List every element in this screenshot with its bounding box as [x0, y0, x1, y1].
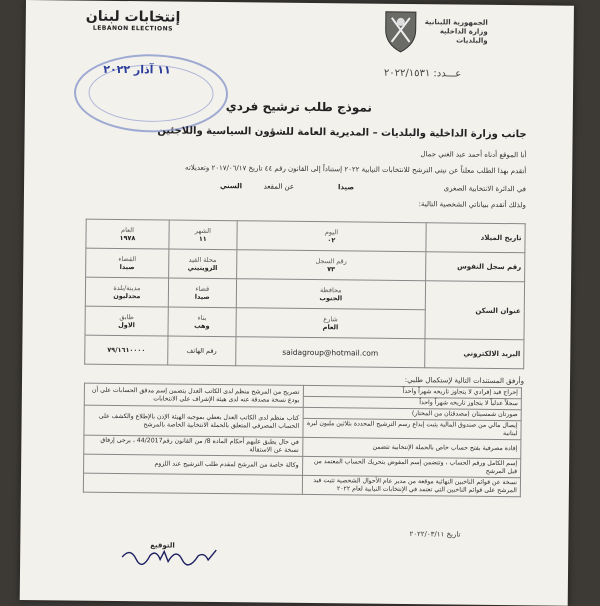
cell-label: قضاء: [195, 284, 210, 293]
addressee: جانب وزارة الداخلية والبلديات – المديرية العامة للشؤون السياسية واللاجئين: [157, 125, 527, 141]
email-value: saidagroup@hotmail.com: [235, 337, 425, 368]
street-cell: [236, 308, 426, 339]
ministry-line: وزارة الداخلية: [439, 27, 488, 36]
attachment-item: سجلاً عدلياً لا يتجاوز تاريخه شهراً واحداً: [303, 396, 522, 409]
attachment-item: إفادة مصرفية بفتح حساب خاص بالحملة الإنتخابية تتضمن: [302, 437, 521, 458]
cell-label: العام: [121, 226, 135, 235]
table-row: [85, 335, 524, 369]
district-label: في الدائرة الانتخابية الصغرى: [443, 184, 527, 194]
attachment-item: صورتان شمسيتان (مصدقتان من المختار): [303, 407, 522, 420]
floor-cell: [85, 306, 168, 336]
signature-label: التوقيع: [150, 541, 175, 550]
ministry-line: الجمهورية اللبنانية: [424, 18, 488, 27]
handwritten-signature: [120, 543, 220, 566]
cell-label: مدينة/بلدة: [113, 283, 141, 293]
ministry-line: والبلديات: [456, 36, 488, 45]
cell-label: شارع: [323, 315, 338, 324]
email-label: البريد الالكتروني: [425, 339, 524, 369]
cell-label: محلة القيد: [188, 255, 217, 265]
cell-label: القضاء: [118, 254, 137, 264]
registry-place-cell: [168, 249, 236, 279]
attachment-item: [83, 473, 302, 494]
cell-value: مجدليون: [113, 291, 141, 301]
birth-day-cell: [237, 221, 427, 252]
elections-logo-en: LEBANON ELECTIONS: [92, 24, 174, 33]
mohafaza-cell: [236, 279, 426, 310]
personal-info-table: [84, 219, 526, 370]
attachment-item: إسم الكامل ورقم الحساب ، وتتضمن إسم المفوض بتحريك الحساب المعتمد من قبل المرشح: [302, 456, 521, 477]
cell-value: ٧٣: [327, 265, 336, 274]
registry-number-cell: [236, 250, 426, 281]
cell-value: ١٩٧٨: [119, 233, 136, 243]
cell-value: الجنوب: [319, 294, 343, 303]
address-label: عنوان السكن: [425, 281, 525, 340]
building-cell: [168, 307, 236, 337]
phone-value: ٧٩/١٦١٠٠٠٠: [85, 335, 168, 365]
cell-value: الاول: [118, 320, 135, 330]
attachment-item: وكالة خاصة من المرشح لمقدم طلب الترشيح عند اللزوم: [84, 454, 303, 475]
cell-value: صيدا: [119, 262, 135, 272]
form-page: [20, 0, 574, 606]
city-cell: [85, 277, 168, 307]
reference-number: [384, 68, 461, 80]
district-value: صيدا: [337, 183, 355, 192]
declaration-line: أتقدم بهذا الطلب معلناً عن نيتي الترشح للانتخابات النيابية ٢٠٢٢ إستناداً إلى القانون رقم ٤٤ تاريخ ٢٠١٧/٠٦/١٧ وتعديلاته: [185, 163, 527, 176]
date-line: [409, 530, 460, 539]
seat-value: السني: [219, 182, 243, 191]
cell-label: طابق: [119, 312, 134, 322]
cell-label: رقم السجل: [315, 257, 347, 266]
stamp-date: ١١ آذار ٢٠٢٢: [103, 62, 171, 77]
ministry-emblem-icon: [377, 8, 423, 54]
reference-label: عـــدد:: [433, 68, 462, 80]
attachments-table: [83, 383, 522, 498]
cell-label: الشهر: [194, 226, 212, 235]
elections-logo-ar: إنتخابات لبنان: [85, 8, 181, 26]
cell-label: محافظة: [320, 286, 342, 295]
attachments-intro: وأرفق المستندات التالية لإستكمال طلبي:: [404, 375, 525, 386]
registry-qada-cell: [86, 248, 169, 278]
cell-value: وهب: [194, 321, 210, 330]
form-title: نموذج طلب ترشيح فردي: [225, 99, 373, 115]
date-label: تاريخ: [446, 530, 461, 539]
birth-month-cell: [169, 220, 237, 250]
date-value: ٢٠٢٢/٠٣/١١: [409, 530, 445, 539]
phone-label: رقم الهاتف: [168, 336, 236, 366]
cell-label: بناء: [197, 313, 207, 322]
attachment-item: إخراج قيد إفرادي لا يتجاوز تاريخه شهراً واحداً: [303, 385, 522, 398]
applicant-line: أنا الموقع أدناه أحمد عبد الغني جمال: [420, 150, 527, 160]
qada-cell: [168, 278, 236, 308]
attachment-item: إيصال مالي من صندوق المالية يثبت إيداع رسم الترشيح المحددة بثلاثين مليون ليرة لبنانية: [302, 418, 521, 439]
attachment-item: في حال يطبق عليهم أحكام المادة 8/ من القانون رقم44/2017 ، يرجى إرفاق نسخة عن الاستقالة: [84, 435, 303, 456]
seat-label: عن المقعد: [263, 182, 295, 191]
birth-date-label: تاريخ الميلاد: [426, 223, 525, 253]
cell-label: اليوم: [324, 228, 339, 237]
table-row: [86, 248, 525, 282]
elections-logo: [86, 9, 181, 33]
personal-data-intro: ولذلك أتقدم ببياناتي الشخصية التالية:: [418, 200, 526, 210]
attachment-item: تصريح من المرشح منظم لدى الكاتب العدل يتضمن إسم مدقق الحسابات على أن يودع نسخة مصدقة عنه لدى هيئة الإشراف على الانتخابات: [84, 383, 303, 407]
cell-value: ٠٢: [327, 236, 336, 245]
table-row: [85, 277, 524, 311]
table-row: [86, 219, 525, 253]
attachment-item: كتاب منظم لدى الكاتب العدل يعطي بموجبه الهيئة الإذن بالإطلاع والكشف على الحساب المصرفي المتعلق بالحملة الانتخابية الخاصة بالمرشح: [84, 405, 303, 437]
registry-label: رقم سجل النفوس: [426, 252, 525, 282]
district-line: [444, 184, 526, 193]
birth-year-cell: [86, 219, 169, 249]
table-row: [83, 473, 520, 497]
reference-value: ٢٠٢٢/١٥٣١: [383, 67, 431, 80]
cell-value: صيدا: [194, 292, 210, 301]
ministry-name: [424, 18, 487, 46]
attachment-item: نسخة عن قوائم الناخبين النهائية موقعة من مدير عام الأحوال الشخصية تثبت قيد المرشح على قوائم الناخبين التي تعتمد في الإنتخابات النيابية لعام ٢٠٢٢: [302, 475, 521, 496]
cell-value: ١١: [198, 234, 207, 243]
cell-value: الزويتيني: [187, 263, 218, 273]
cell-value: العام: [322, 323, 339, 332]
